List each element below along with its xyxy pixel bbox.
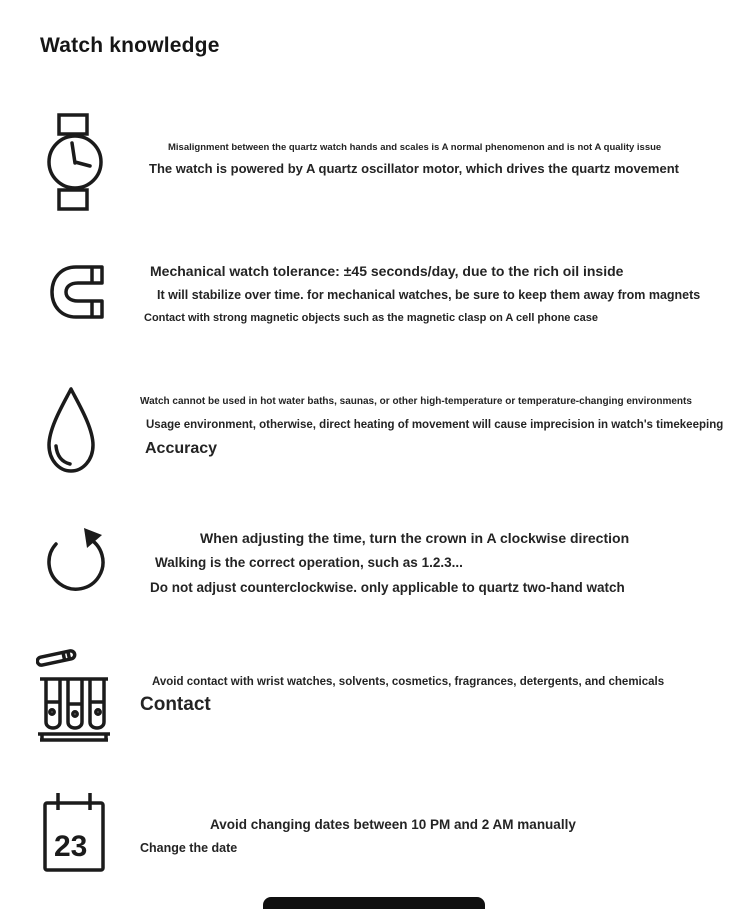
avoid-date-change-line: Avoid changing dates between 10 PM and 2 AM manually xyxy=(210,817,576,832)
page-title: Watch knowledge xyxy=(40,34,220,57)
quartz-watch-icon xyxy=(46,112,104,212)
usage-environment-line: Usage environment, otherwise, direct heating of movement will cause imprecision in watch's timekeeping xyxy=(146,419,724,431)
tolerance-line: Mechanical watch tolerance: ±45 seconds/day, due to the rich oil inside xyxy=(150,263,624,279)
crown-clockwise-line: When adjusting the time, turn the crown in A clockwise direction xyxy=(200,530,630,546)
hot-water-line: Watch cannot be used in hot water baths, saunas, or other high-temperature or temperature-changing environments xyxy=(140,396,692,407)
walking-operation-line: Walking is the correct operation, such as 1.2.3... xyxy=(155,555,463,570)
chemicals-test-tubes-icon xyxy=(36,646,112,744)
counterclockwise-warning-line: Do not adjust counterclockwise. only applicable to quartz two-hand watch xyxy=(150,580,625,595)
avoid-chemicals-line: Avoid contact with wrist watches, solvents, cosmetics, fragrances, detergents, and chemicals xyxy=(152,676,665,688)
magnetic-contact-line: Contact with strong magnetic objects such as the magnetic clasp on A cell phone case xyxy=(144,312,598,324)
contact-heading: Contact xyxy=(140,694,211,715)
water-drop-icon xyxy=(42,384,100,476)
calendar-icon xyxy=(42,790,106,874)
calendar-day-number: 23 xyxy=(54,830,88,863)
accuracy-heading: Accuracy xyxy=(145,440,218,457)
bottom-banner-edge xyxy=(263,897,485,909)
stabilize-line: It will stabilize over time. for mechanical watches, be sure to keep them away from magnets xyxy=(157,288,701,302)
clockwise-arrow-icon xyxy=(44,522,106,598)
change-date-heading: Change the date xyxy=(140,841,238,855)
magnet-icon xyxy=(47,262,105,324)
quartz-movement-line: The watch is powered by A quartz oscillator motor, which drives the quartz movement xyxy=(149,161,679,176)
quartz-note-line: Misalignment between the quartz watch hands and scales is A normal phenomenon and is not A quality issue xyxy=(168,142,662,153)
